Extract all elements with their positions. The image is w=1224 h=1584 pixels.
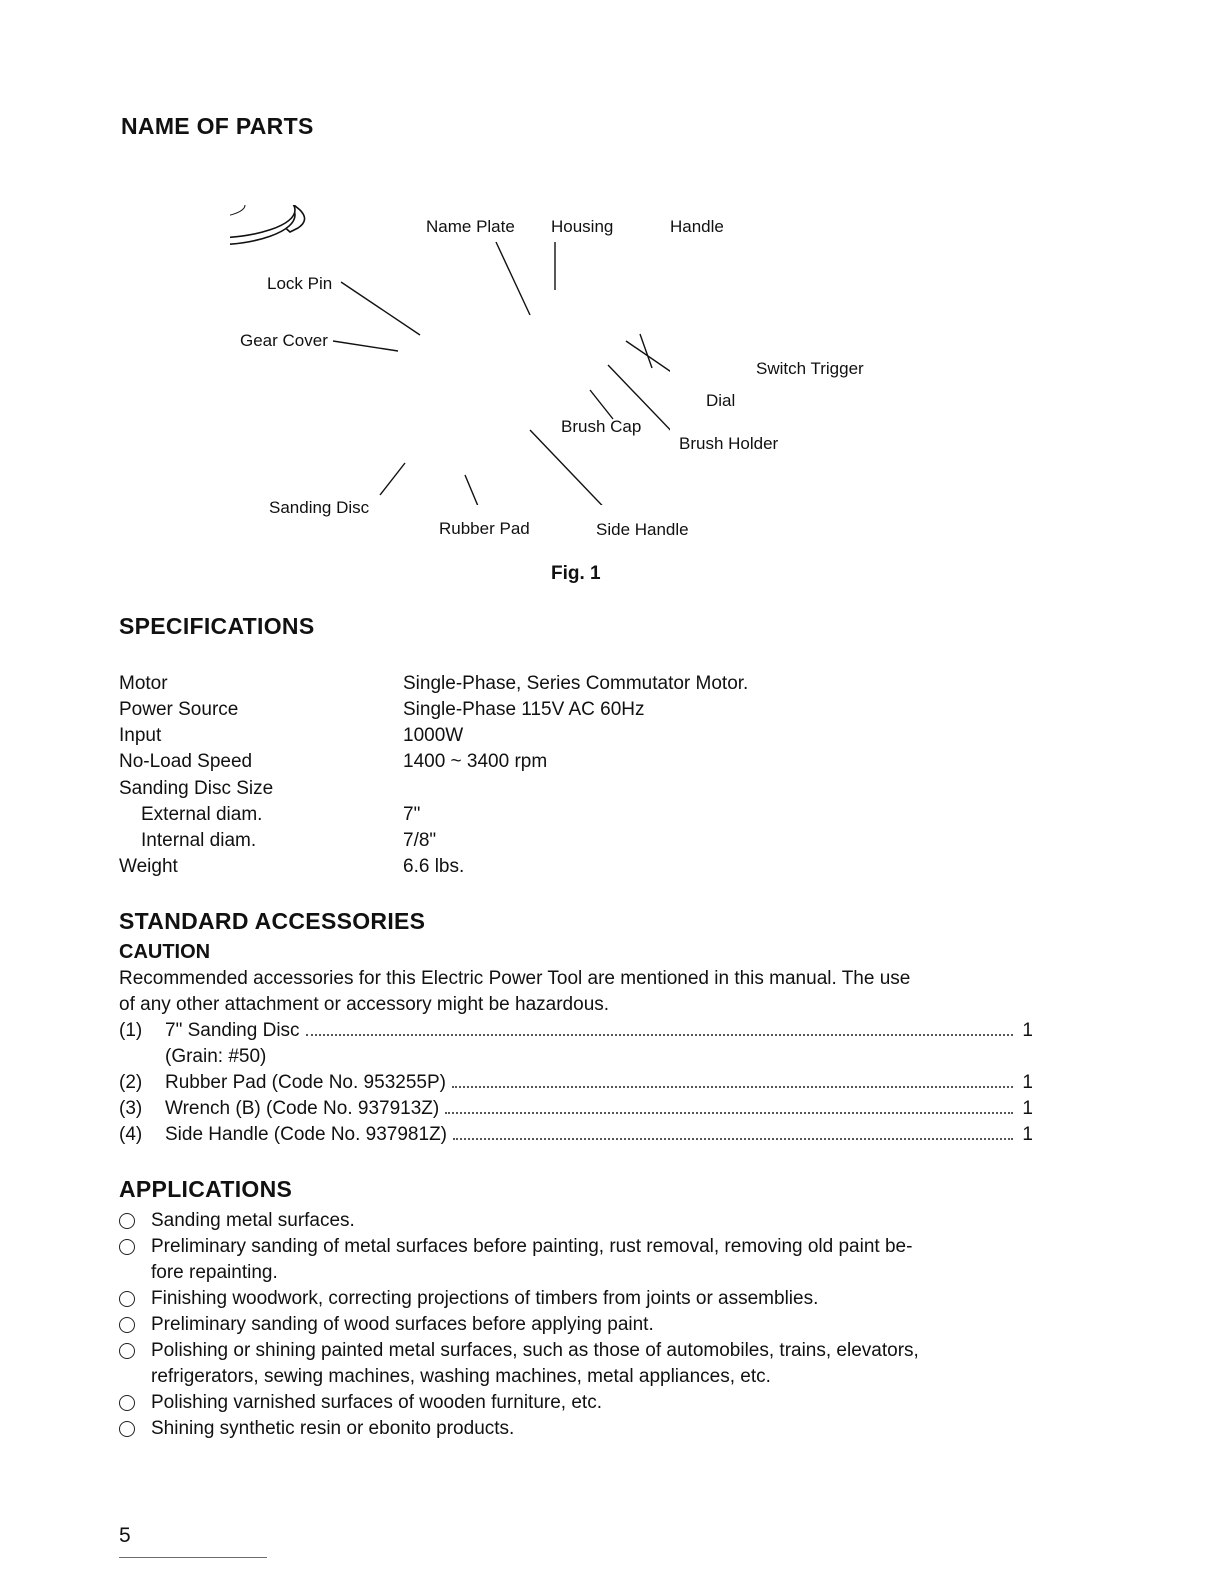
- label-name-plate: Name Plate: [426, 217, 515, 236]
- leader-dial: [626, 341, 670, 393]
- dot-leader: [445, 1112, 1013, 1114]
- sander-figure: [230, 205, 670, 505]
- dot-leader: [306, 1034, 1013, 1036]
- leader-lines: [333, 242, 670, 505]
- application-item: Shining synthetic resin or ebonito products.: [119, 1416, 1039, 1442]
- spec-value: 1400 ~ 3400 rpm: [403, 751, 548, 772]
- label-brush-holder: Brush Holder: [679, 434, 779, 453]
- spec-label: No-Load Speed: [119, 751, 253, 772]
- section-heading-specifications: SPECIFICATIONS: [119, 613, 315, 639]
- leader-rubber-pad: [465, 475, 483, 505]
- application-item: Finishing woodwork, correcting projections of timbers from joints or assemblies.: [119, 1286, 1039, 1312]
- accessory-name: Side Handle (Code No. 937981Z): [165, 1124, 448, 1145]
- leader-name-plate: [496, 242, 530, 315]
- spec-value: 7": [403, 804, 421, 825]
- label-brush-cap: Brush Cap: [561, 417, 642, 436]
- section-heading-applications: APPLICATIONS: [119, 1176, 293, 1202]
- footer-rule: [119, 1557, 267, 1558]
- circle-bullet-icon: [119, 1343, 135, 1359]
- label-side-handle: Side Handle: [596, 520, 689, 539]
- section-heading-standard-accessories: STANDARD ACCESSORIES: [119, 908, 426, 934]
- label-switch-trigger: Switch Trigger: [756, 359, 864, 378]
- section-heading-name-of-parts: NAME OF PARTS: [121, 113, 314, 139]
- label-lock-pin: Lock Pin: [267, 274, 333, 293]
- dot-leader: [452, 1086, 1013, 1088]
- spec-label: External diam.: [141, 804, 263, 825]
- application-item: Preliminary sanding of metal surfaces before painting, rust removal, removing old paint be- fore repainting.: [119, 1234, 1039, 1286]
- accessory-note: (Grain: #50): [165, 1046, 267, 1067]
- spec-label: Internal diam.: [141, 830, 257, 851]
- spec-value: Single-Phase 115V AC 60Hz: [403, 699, 645, 720]
- label-handle: Handle: [670, 217, 724, 236]
- spec-label: Weight: [119, 856, 178, 877]
- circle-bullet-icon: [119, 1239, 135, 1255]
- leader-gear-cover: [333, 341, 398, 351]
- accessory-row: [119, 1124, 1033, 1150]
- leader-lock-pin: [341, 282, 420, 335]
- circle-bullet-icon: [119, 1317, 135, 1333]
- leader-sanding-disc: [380, 463, 405, 495]
- leader-side-handle: [530, 430, 616, 505]
- spec-label: Input: [119, 725, 162, 746]
- circle-bullet-icon: [119, 1395, 135, 1411]
- accessory-row: [119, 1098, 1033, 1124]
- spec-value: 6.6 lbs.: [403, 856, 465, 877]
- figure-caption: Fig. 1: [551, 563, 601, 584]
- application-item: Polishing varnished surfaces of wooden furniture, etc.: [119, 1390, 1039, 1416]
- accessory-number: (3): [119, 1098, 143, 1119]
- label-housing: Housing: [551, 217, 614, 236]
- spec-value: Single-Phase, Series Commutator Motor.: [403, 673, 749, 694]
- sander-illustration: [230, 205, 572, 245]
- accessory-name: Rubber Pad (Code No. 953255P): [165, 1072, 446, 1093]
- accessory-qty: 1: [1022, 1072, 1033, 1093]
- caution-text: of any other attachment or accessory might be hazardous.: [119, 994, 610, 1015]
- spec-value: 1000W: [403, 725, 464, 746]
- circle-bullet-icon: [119, 1291, 135, 1307]
- page-number: 5: [119, 1524, 131, 1547]
- accessory-number: (2): [119, 1072, 143, 1093]
- accessory-row: [119, 1020, 1033, 1046]
- spec-value: 7/8": [403, 830, 437, 851]
- label-dial: Dial: [706, 391, 736, 410]
- accessory-qty: 1: [1022, 1098, 1033, 1119]
- accessory-number: (1): [119, 1020, 143, 1041]
- spec-label: Power Source: [119, 699, 239, 720]
- leader-brush-cap: [590, 390, 613, 419]
- application-item: Sanding metal surfaces.: [119, 1208, 1039, 1234]
- label-sanding-disc: Sanding Disc: [269, 498, 370, 517]
- label-rubber-pad: Rubber Pad: [439, 519, 530, 538]
- accessory-name: 7" Sanding Disc: [165, 1020, 300, 1041]
- caution-heading: CAUTION: [119, 941, 211, 963]
- spec-label: Motor: [119, 673, 168, 694]
- accessory-name: Wrench (B) (Code No. 937913Z): [165, 1098, 440, 1119]
- accessory-qty: 1: [1022, 1124, 1033, 1145]
- accessory-number: (4): [119, 1124, 143, 1145]
- application-item: Preliminary sanding of wood surfaces before applying paint.: [119, 1312, 1039, 1338]
- circle-bullet-icon: [119, 1421, 135, 1437]
- label-gear-cover: Gear Cover: [240, 331, 328, 350]
- caution-text: Recommended accessories for this Electric Power Tool are mentioned in this manual. The use: [119, 968, 911, 989]
- dot-leader: [453, 1138, 1013, 1140]
- spec-label: Sanding Disc Size: [119, 778, 274, 799]
- accessory-row: [119, 1072, 1033, 1098]
- application-item: Polishing or shining painted metal surfaces, such as those of automobiles, trains, elevators, refrigerators, sewing machines, washing machines, metal appliances, etc.: [119, 1338, 1039, 1390]
- accessory-qty: 1: [1022, 1020, 1033, 1041]
- circle-bullet-icon: [119, 1213, 135, 1229]
